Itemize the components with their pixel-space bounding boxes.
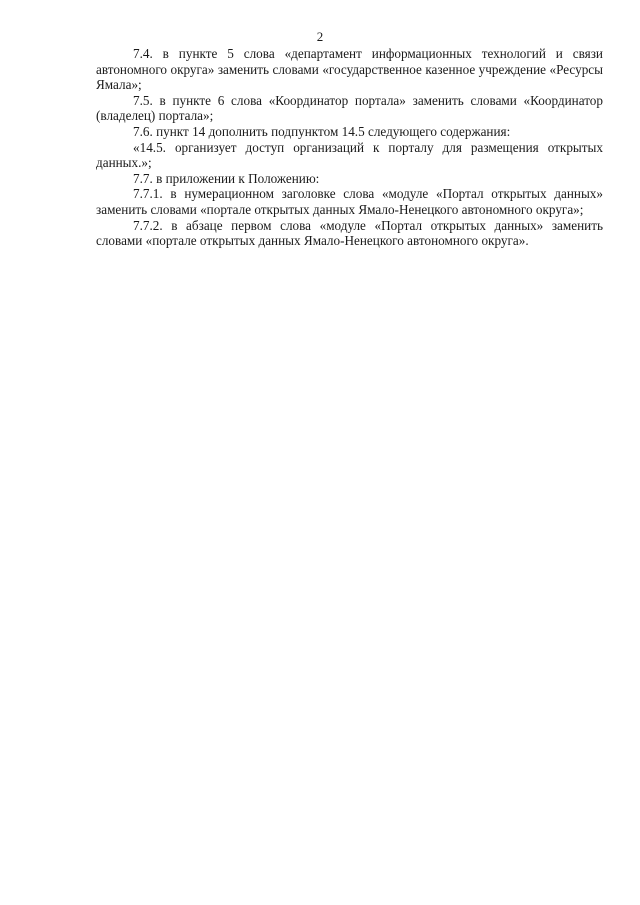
page-number: 2	[316, 29, 324, 44]
paragraph-7-4: 7.4. в пункте 5 слова «департамент информационных технологий и связи автономного округа» заменить словами «государственное казенное учреждение «Ресурсы Ямала»;	[96, 46, 603, 93]
paragraph-7-6: 7.6. пункт 14 дополнить подпунктом 14.5 следующего содержания:	[133, 123, 511, 139]
paragraph-7-7-2: 7.7.2. в абзаце первом слова «модуле «Портал открытых данных» заменить словами «портале открытых данных Ямало-Ненецкого автономного округа».	[96, 217, 603, 249]
paragraph-7-7-1: 7.7.1. в нумерационном заголовке слова «модуле «Портал открытых данных» заменить словами «портале открытых данных Ямало-Ненецкого автономного округа»;	[96, 186, 603, 217]
document-body	[96, 46, 603, 249]
paragraph-14-5: «14.5. организует доступ организаций к порталу для размещения открытых данных.»;	[96, 139, 603, 171]
paragraph-7-7: 7.7. в приложении к Положению:	[133, 170, 320, 186]
paragraph-7-5: 7.5. в пункте 6 слова «Координатор портала» заменить словами «Координатор (владелец) портала»;	[96, 92, 603, 124]
